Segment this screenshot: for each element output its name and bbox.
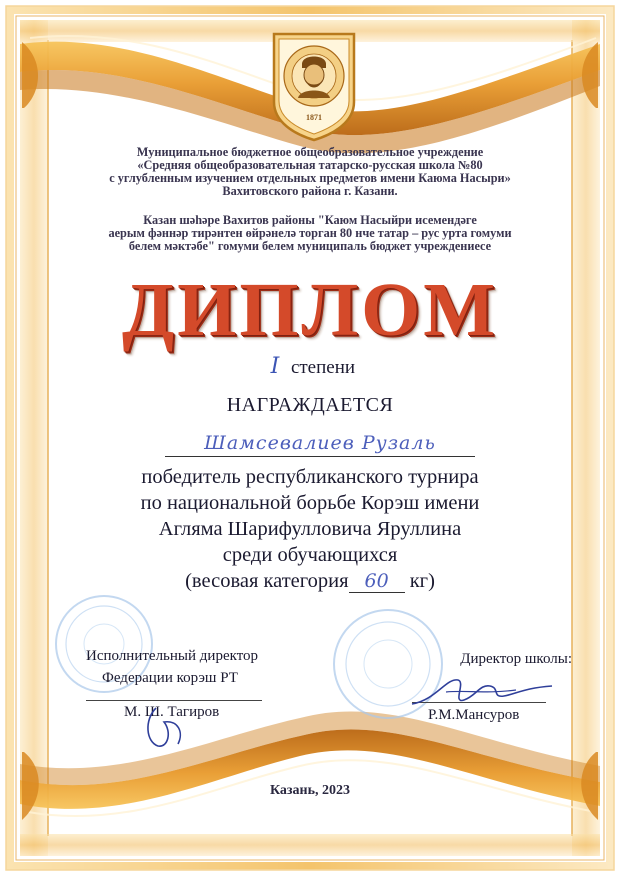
left-signatory-name: М. Ш. Тагиров <box>124 704 220 720</box>
right-signatory-name: Р.М.Мансуров <box>428 707 520 723</box>
weight-blank <box>349 570 405 593</box>
org-tt-line: аерым фәннәр тирәнтен өйрәнелә торган 80 нче татар – рус урта гомуми <box>108 226 512 240</box>
organization-name-ru <box>0 146 620 198</box>
left-title-line: Федерации корэш РТ <box>102 670 238 686</box>
achievement-line: победитель республиканского турнира <box>141 466 479 488</box>
degree-handwritten: I <box>270 354 280 379</box>
weight-handwritten: 60 <box>364 570 389 592</box>
left-title-line: Исполнительный директор <box>86 648 259 664</box>
achievement-line: Агляма Шарифулловича Яруллина <box>158 518 462 540</box>
left-signatory-title <box>86 645 306 689</box>
org-ru-line: Вахитовского района г. Казани. <box>222 184 398 198</box>
achievement-text <box>0 464 620 594</box>
org-tt-line: Казан шәһәре Вахитов районы "Каюм Насыйри исемендәге <box>143 213 477 227</box>
degree-suffix: степени <box>290 357 356 378</box>
city-and-year: Казань, 2023 <box>269 783 351 798</box>
right-signatory-title: Директор школы: <box>460 651 572 667</box>
degree-line <box>0 355 620 380</box>
org-ru-line: Муниципальное бюджетное общеобразовательное учреждение <box>136 145 484 159</box>
right-handwritten-signature <box>406 670 558 712</box>
organization-name-tt <box>0 214 620 253</box>
org-ru-line: с углубленным изучением отдельных предметов имени Каюма Насыри» <box>109 171 511 185</box>
diploma-title: ДИПЛОМ <box>122 268 498 352</box>
left-handwritten-signature <box>138 702 198 750</box>
weight-suffix: кг) <box>409 570 435 592</box>
recipient-line <box>165 430 475 457</box>
weight-prefix: (весовая категория <box>185 570 349 592</box>
achievement-line: по национальной борьбе Корэш имени <box>140 492 480 514</box>
svg-text:1871: 1871 <box>306 113 322 122</box>
left-signature-line <box>86 700 262 701</box>
recipient-name-handwritten: Шамсевалиев Рузаль <box>204 432 436 454</box>
school-emblem-icon <box>268 30 360 142</box>
achievement-line: среди обучающихся <box>222 544 398 566</box>
awarded-heading: НАГРАЖДАЕТСЯ <box>226 394 394 416</box>
weight-category-line <box>0 568 620 594</box>
org-tt-line: белем мәктәбе" гомуми белем муниципаль бюджет учреждениесе <box>128 239 492 253</box>
org-ru-line: «Средняя общеобразовательная татарско-русская школа №80 <box>137 158 483 172</box>
